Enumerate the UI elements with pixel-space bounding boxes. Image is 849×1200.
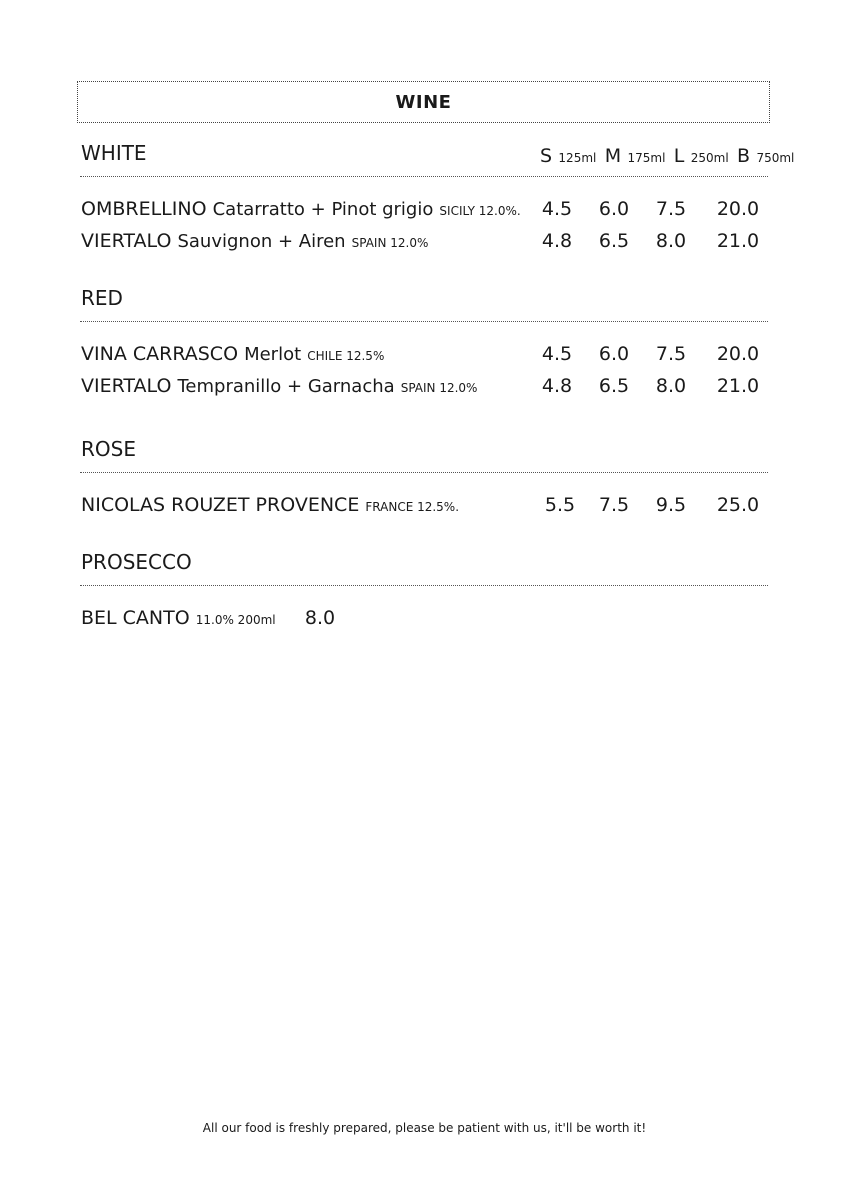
wine-name: VIERTALO [81, 375, 172, 397]
size-s-volume: 125ml [558, 151, 597, 165]
price-medium: 6.0 [598, 198, 630, 220]
wine-origin: FRANCE 12.5%. [365, 500, 460, 514]
wine-origin: SPAIN 12.0% [351, 236, 429, 250]
price-large: 7.5 [655, 198, 687, 220]
list-item [81, 198, 521, 220]
price-bottle: 21.0 [716, 375, 760, 397]
price-bottle: 20.0 [716, 198, 760, 220]
wine-name: VIERTALO [81, 230, 172, 252]
section-title-rose: ROSE [81, 437, 136, 461]
menu-title-box [77, 81, 770, 123]
divider-prosecco [80, 585, 768, 586]
wine-origin: SICILY 12.0%. [439, 204, 521, 218]
price-medium: 6.0 [598, 343, 630, 365]
size-l-volume: 250ml [690, 151, 729, 165]
price-small: 5.5 [544, 494, 576, 516]
price-small: 4.5 [541, 343, 573, 365]
list-item [81, 494, 459, 516]
price-bottle: 21.0 [716, 230, 760, 252]
wine-name: BEL CANTO [81, 607, 190, 629]
price-medium: 7.5 [598, 494, 630, 516]
price-large: 7.5 [655, 343, 687, 365]
price-bottle: 20.0 [716, 343, 760, 365]
list-item [81, 343, 384, 365]
wine-grape: Merlot [244, 344, 302, 365]
price-small: 4.8 [541, 230, 573, 252]
wine-name: OMBRELLINO [81, 198, 207, 220]
price-small: 4.5 [541, 198, 573, 220]
size-m-volume: 175ml [627, 151, 666, 165]
list-item [81, 230, 428, 252]
section-title-prosecco: PROSECCO [81, 550, 192, 574]
list-item [81, 375, 477, 397]
price-large: 8.0 [655, 375, 687, 397]
wine-origin: CHILE 12.5% [307, 349, 385, 363]
footer-note: All our food is freshly prepared, please be patient with us, it'll be worth it! [202, 1121, 647, 1135]
wine-name: NICOLAS ROUZET PROVENCE [81, 494, 360, 516]
wine-origin: 11.0% 200ml [195, 613, 276, 627]
size-b-letter: B [737, 145, 751, 167]
section-title-red: RED [81, 286, 123, 310]
wine-name: VINA CARRASCO [81, 343, 239, 365]
divider-rose [80, 472, 768, 473]
wine-grape: Sauvignon + Airen [177, 231, 346, 252]
menu-title: WINE [395, 91, 452, 113]
size-b-volume: 750ml [756, 151, 795, 165]
size-l-letter: L [673, 145, 685, 167]
price-large: 9.5 [655, 494, 687, 516]
price-medium: 6.5 [598, 375, 630, 397]
section-title-white: WHITE [81, 141, 147, 165]
price-medium: 6.5 [598, 230, 630, 252]
price-small: 4.8 [541, 375, 573, 397]
price-glass: 8.0 [304, 607, 336, 629]
size-s-letter: S [540, 145, 553, 167]
divider-red [80, 321, 768, 322]
price-large: 8.0 [655, 230, 687, 252]
divider-white [80, 176, 768, 177]
size-header [540, 143, 796, 167]
wine-grape: Tempranillo + Garnacha [177, 376, 395, 397]
size-m-letter: M [604, 145, 622, 167]
wine-grape: Catarratto + Pinot grigio [212, 199, 434, 220]
list-item [81, 607, 276, 629]
wine-origin: SPAIN 12.0% [400, 381, 478, 395]
price-bottle: 25.0 [716, 494, 760, 516]
